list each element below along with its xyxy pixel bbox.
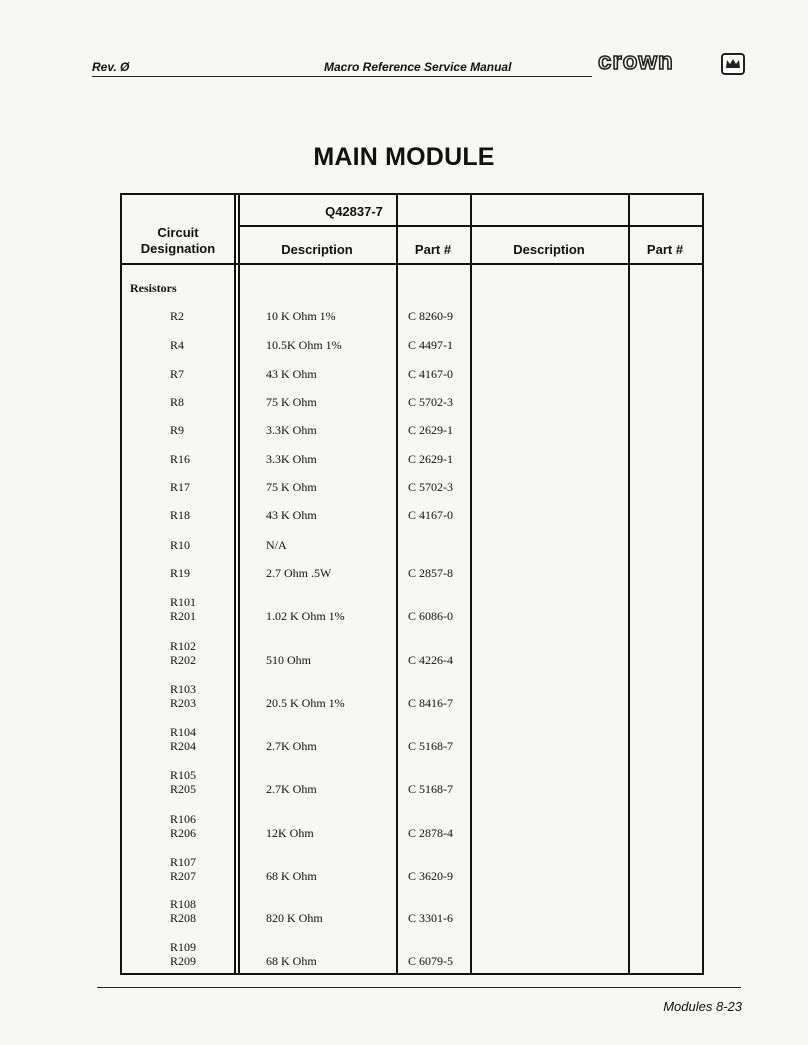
section-label: Resistors xyxy=(130,281,177,295)
description-cell: 12K Ohm xyxy=(266,826,314,840)
circuit-cell: R19 xyxy=(170,566,191,580)
description-cell: 20.5 K Ohm 1% xyxy=(266,696,345,710)
part-number-cell: C 5168-7 xyxy=(408,782,453,796)
circuit-cell: R105 R205 xyxy=(170,768,197,796)
part-number-cell: C 5702-3 xyxy=(408,480,453,494)
circuit-cell: R18 xyxy=(170,508,191,522)
crown-logo xyxy=(598,48,744,76)
parts-table xyxy=(120,193,704,975)
page-footer: Modules 8-23 xyxy=(663,999,742,1014)
description-cell: 2.7K Ohm xyxy=(266,782,317,796)
crown-icon xyxy=(721,53,745,75)
part-number-cell: C 2629-1 xyxy=(408,452,453,466)
description-cell: 68 K Ohm xyxy=(266,954,317,968)
col-header-description-2: Description xyxy=(513,242,585,257)
description-cell: 75 K Ohm xyxy=(266,395,317,409)
col-divider xyxy=(628,195,630,973)
description-cell: 2.7 Ohm .5W xyxy=(266,566,332,580)
circuit-cell: R9 xyxy=(170,423,185,437)
part-number-cell: C 4497-1 xyxy=(408,338,453,352)
part-number-cell: C 4167-0 xyxy=(408,508,453,522)
circuit-cell: R106 R206 xyxy=(170,812,197,840)
part-number-cell: C 6086-0 xyxy=(408,609,453,623)
description-cell: 10.5K Ohm 1% xyxy=(266,338,342,352)
circuit-cell: R17 xyxy=(170,480,191,494)
description-cell: 2.7K Ohm xyxy=(266,739,317,753)
description-cell: 43 K Ohm xyxy=(266,367,317,381)
part-number-cell: C 5702-3 xyxy=(408,395,453,409)
col-header-description: Description xyxy=(281,242,353,257)
part-number-cell: C 2857-8 xyxy=(408,566,453,580)
part-number-cell: C 4226-4 xyxy=(408,653,453,667)
circuit-cell: R8 xyxy=(170,395,185,409)
description-cell: 10 K Ohm 1% xyxy=(266,309,336,323)
circuit-cell: R10 xyxy=(170,538,191,552)
description-cell: 820 K Ohm xyxy=(266,911,323,925)
circuit-cell: R109 R209 xyxy=(170,940,197,968)
description-cell: 510 Ohm xyxy=(266,653,311,667)
circuit-cell: R101 R201 xyxy=(170,595,197,623)
circuit-cell: R4 xyxy=(170,338,185,352)
manual-title: Macro Reference Service Manual xyxy=(324,60,512,74)
description-cell: 68 K Ohm xyxy=(266,869,317,883)
description-cell: 43 K Ohm xyxy=(266,508,317,522)
description-cell: 75 K Ohm xyxy=(266,480,317,494)
circuit-cell: R2 xyxy=(170,309,185,323)
description-cell: 3.3K Ohm xyxy=(266,452,317,466)
group-header: Q42837-7 xyxy=(325,204,383,219)
circuit-cell: R107 R207 xyxy=(170,855,197,883)
part-number-cell: C 3620-9 xyxy=(408,869,453,883)
description-cell: N/A xyxy=(266,538,287,552)
part-number-cell: C 2878-4 xyxy=(408,826,453,840)
page-title: MAIN MODULE xyxy=(313,143,495,171)
part-number-cell: C 8416-7 xyxy=(408,696,453,710)
col-header-part-2: Part # xyxy=(646,242,684,257)
circuit-cell: R104 R204 xyxy=(170,725,197,753)
header-rule xyxy=(122,263,702,265)
circuit-cell: R7 xyxy=(170,367,185,381)
circuit-cell: R102 R202 xyxy=(170,639,197,667)
circuit-cell: R16 xyxy=(170,452,191,466)
part-number-cell: C 8260-9 xyxy=(408,309,453,323)
part-number-cell: C 6079-5 xyxy=(408,954,453,968)
circuit-cell: R103 R203 xyxy=(170,682,197,710)
footer-rule xyxy=(97,987,741,988)
circuit-cell: R108 R208 xyxy=(170,897,197,925)
part-number-cell: C 3301-6 xyxy=(408,911,453,925)
part-number-cell: C 4167-0 xyxy=(408,367,453,381)
logo-text: crown xyxy=(598,48,674,75)
header-rule xyxy=(92,76,592,77)
revision-label: Rev. Ø xyxy=(92,60,130,74)
col-header-circuit: Circuit Designation xyxy=(140,225,216,256)
description-cell: 3.3K Ohm xyxy=(266,423,317,437)
group-header-rule xyxy=(238,225,702,227)
col-header-part: Part # xyxy=(414,242,452,257)
part-number-cell: C 5168-7 xyxy=(408,739,453,753)
description-cell: 1.02 K Ohm 1% xyxy=(266,609,345,623)
part-number-cell: C 2629-1 xyxy=(408,423,453,437)
